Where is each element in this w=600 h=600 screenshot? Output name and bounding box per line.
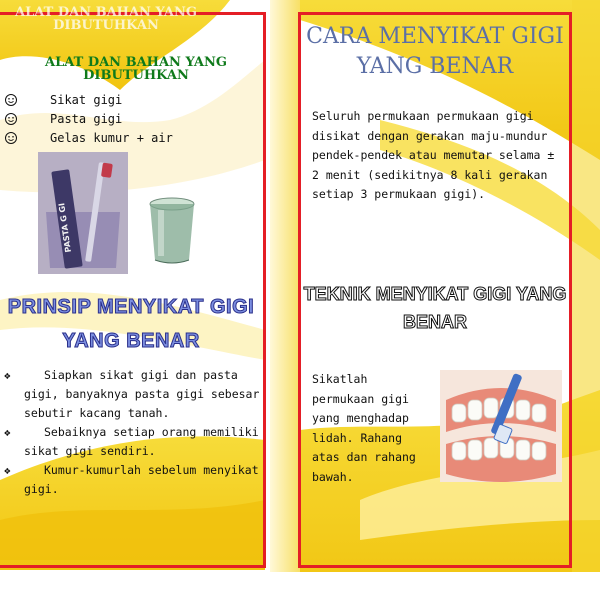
- smiley-icon: [4, 112, 18, 126]
- toothbrush-photo: [38, 152, 128, 274]
- brushing-paragraph: Seluruh permukaan permukaan gigi disikat dengan gerakan maju-mundur pendek-pendek atau memutar selama ± 2 menit (sedikitnya 8 kali gerakan setiap 3 permukaan gigi).: [312, 109, 555, 201]
- teeth-brushing-illustration: [440, 370, 562, 482]
- smiley-icon: [4, 93, 18, 107]
- principle-text: Siapkan sikat gigi dan pasta gigi, banyaknya pasta gigi sebesar sebutir kacang tanah.: [24, 368, 260, 420]
- tool-label: Gelas kumur + air: [50, 130, 173, 145]
- right-title: CARA MENYIKAT GIGI YANG BENAR: [306, 24, 564, 79]
- principle-text: Sebaiknya setiap orang memiliki sikat gigi sendiri.: [24, 425, 259, 458]
- technique-title: TEKNIK MENYIKAT GIGI YANG BENAR: [303, 284, 567, 332]
- list-item: [4, 128, 173, 147]
- principle-list: [4, 366, 262, 499]
- list-item: [4, 461, 262, 499]
- photo-label: PASTA G GI: [57, 202, 73, 253]
- list-item: [4, 90, 173, 109]
- tools-list: [4, 90, 173, 147]
- list-item: [4, 109, 173, 128]
- ghost-title: ALAT DAN BAHAN YANG DIBUTUHKAN: [15, 5, 197, 33]
- tool-label: Pasta gigi: [50, 111, 123, 126]
- diamond-bullet-icon: ❖: [4, 369, 11, 382]
- smiley-icon: [4, 131, 18, 145]
- diamond-bullet-icon: ❖: [4, 464, 11, 477]
- list-item: [4, 366, 262, 423]
- toothbrush-paste-illustration: [38, 152, 128, 274]
- tool-label: Sikat gigi: [50, 92, 123, 107]
- technique-text: Sikatlah permukaan gigi yang menghadap lidah. Rahang atas dan rahang bawah.: [312, 372, 416, 484]
- principle-text: Kumur-kumurlah sebelum menyikat gigi.: [24, 463, 259, 496]
- principle-title: PRINSIP MENYIKAT GIGI YANG BENAR: [7, 296, 255, 352]
- list-item: [4, 423, 262, 461]
- tools-title: ALAT DAN BAHAN YANG DIBUTUHKAN: [45, 55, 227, 83]
- diamond-bullet-icon: ❖: [4, 426, 11, 439]
- glass-photo: [146, 196, 198, 266]
